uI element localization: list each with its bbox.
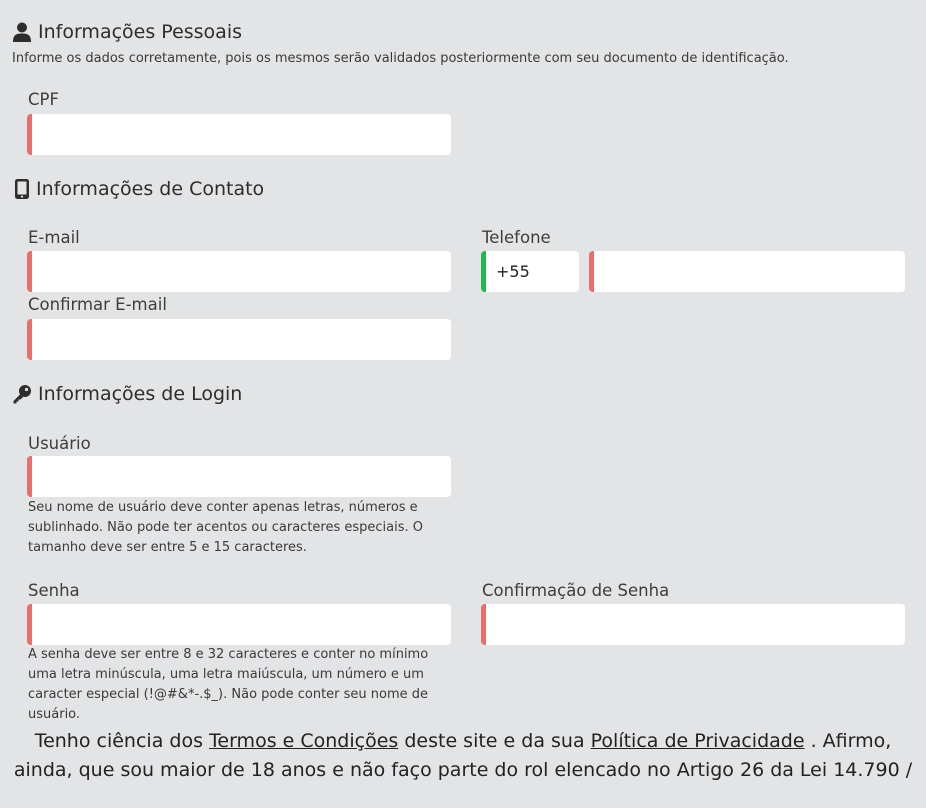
password-input[interactable]: [27, 604, 451, 645]
terms-text-part-1: Tenho ciência dos: [34, 730, 203, 752]
terms-text-part-3: . Afirmo,: [810, 730, 892, 752]
cpf-label: CPF: [28, 90, 59, 109]
confirm-password-input[interactable]: [481, 604, 905, 645]
mobile-phone-icon: [14, 178, 30, 200]
email-input[interactable]: [27, 251, 451, 292]
terms-and-conditions-link[interactable]: Termos e Condições: [209, 730, 399, 752]
terms-text-part-2: deste site e da sua: [404, 730, 585, 752]
phone-country-code-input[interactable]: [481, 251, 579, 292]
cpf-input[interactable]: [27, 114, 451, 155]
terms-text-line-2: ainda, que sou maior de 18 anos e não faço parte do rol elencado no Artigo 26 da Lei 14.790 /: [13, 759, 913, 781]
username-label: Usuário: [28, 434, 91, 453]
personal-description: Informe os dados corretamente, pois os mesmos serão validados posteriormente com seu documento de identificação.: [12, 51, 789, 66]
user-icon: [12, 22, 32, 42]
contact-title-text: Informações de Contato: [36, 178, 265, 200]
key-icon: [12, 384, 32, 404]
terms-text-line-1: [0, 727, 926, 756]
login-title-text: Informações de Login: [38, 383, 243, 405]
password-help-text: A senha deve ser entre 8 e 32 caracteres e conter no mínimo uma letra minúscula, uma letra maiúscula, um número e um caracter especial (!@#&*-.$_). Não pode conter seu nome de usuário.: [28, 647, 429, 722]
phone-number-input[interactable]: [589, 251, 905, 292]
personal-title-text: Informações Pessoais: [38, 21, 242, 43]
username-input[interactable]: [27, 456, 451, 497]
username-help-text: Seu nome de usuário deve conter apenas letras, números e sublinhado. Não pode ter acentos ou caracteres especiais. O tamanho deve ser entre 5 e 15 caracteres.: [28, 500, 424, 555]
confirm-email-label: Confirmar E-mail: [28, 295, 167, 314]
privacy-policy-link[interactable]: Política de Privacidade: [590, 730, 805, 752]
email-label: E-mail: [28, 228, 80, 247]
login-section-title: [12, 383, 242, 405]
confirm-password-label: Confirmação de Senha: [482, 581, 670, 600]
contact-section-title: [14, 178, 264, 200]
phone-label: Telefone: [482, 228, 551, 247]
personal-section-title: [12, 21, 242, 43]
confirm-email-input[interactable]: [27, 319, 451, 360]
password-label: Senha: [28, 581, 80, 600]
